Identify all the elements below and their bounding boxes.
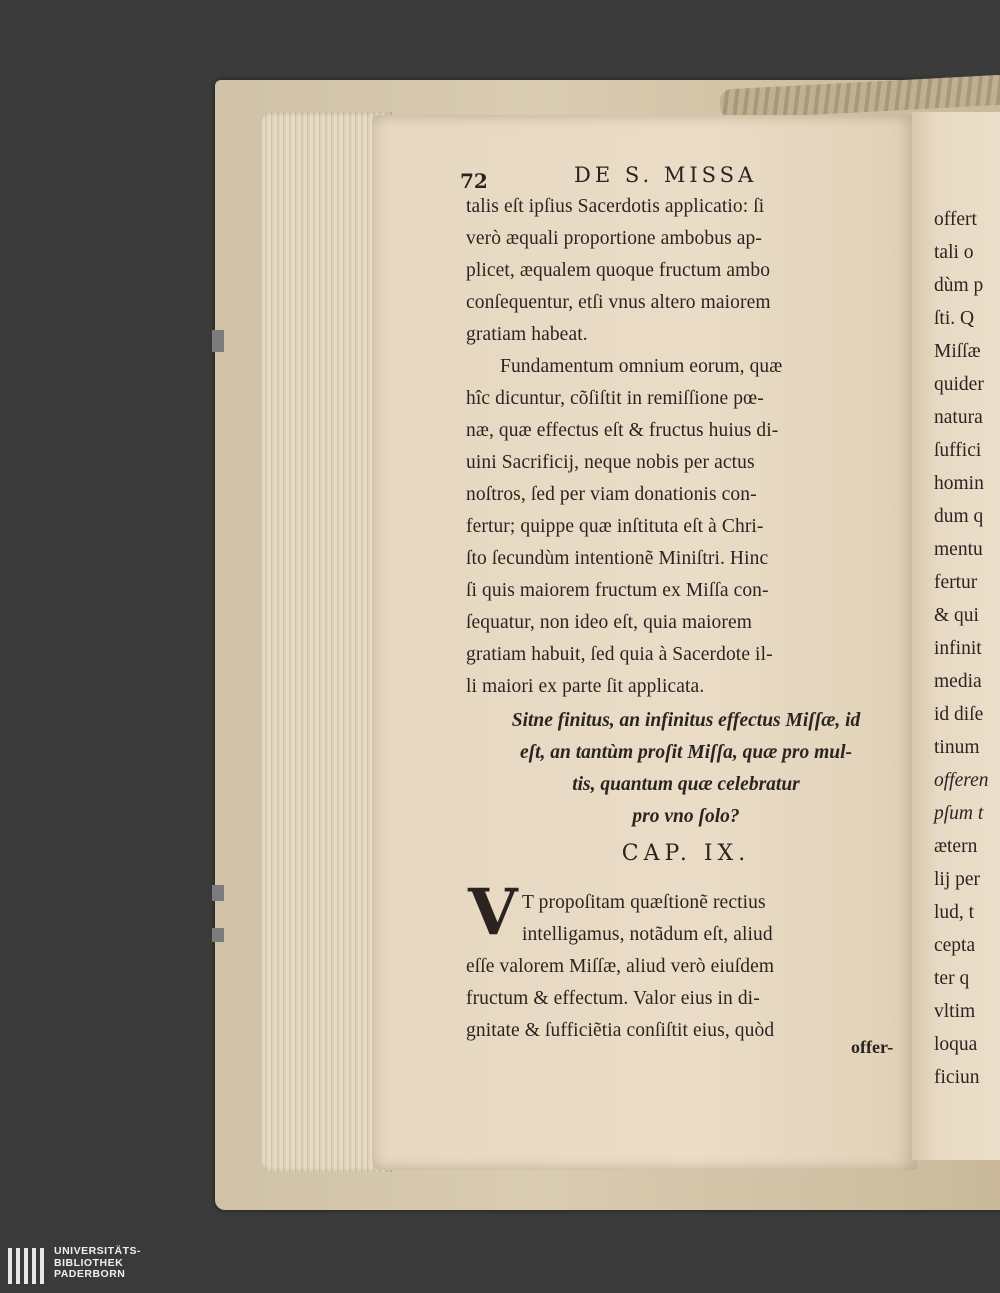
right-page-line: dùm p bbox=[934, 275, 984, 296]
right-page-line: tinum bbox=[934, 737, 980, 758]
section-heading: pro vno ſolo? bbox=[632, 806, 740, 827]
logo-line: UNIVERSITÄTS- bbox=[54, 1245, 142, 1257]
text-line: conſequentur, etſi vnus altero maiorem bbox=[466, 292, 771, 313]
section-heading: eſt, an tantùm proſit Miſſa, quæ pro mul- bbox=[519, 742, 853, 763]
library-logo-icon bbox=[8, 1248, 44, 1284]
text-line: talis eſt ipſius Sacerdotis applicatio: ſi bbox=[466, 196, 765, 217]
right-page-line: natura bbox=[934, 407, 983, 428]
text-line: li maiori ex parte ſit applicata. bbox=[466, 676, 705, 697]
right-page-line: pſum t bbox=[934, 803, 984, 824]
right-page-line: cepta bbox=[934, 935, 976, 956]
right-page-line: ætern bbox=[934, 836, 978, 857]
text-line: hîc dicuntur, cõſiſtit in remiſſione pœ- bbox=[466, 388, 764, 409]
clasp-icon bbox=[212, 885, 224, 901]
text-line: næ, quæ effectus eſt & fructus huius di- bbox=[466, 420, 779, 441]
library-logo-text bbox=[54, 1246, 141, 1281]
text-line: gnitate & ſufficiẽtia conſiſtit eius, quòd bbox=[466, 1020, 775, 1041]
right-page-line: ſti. Q bbox=[934, 308, 975, 329]
right-page-line: lij per bbox=[934, 869, 981, 890]
running-head-title: DE S. MISSA bbox=[574, 163, 758, 187]
text-line: T propoſitam quæſtionẽ rectius bbox=[522, 892, 766, 913]
right-page bbox=[912, 112, 1000, 1160]
right-page-line: homin bbox=[934, 473, 984, 494]
text-line: fertur; quippe quæ inſtituta eſt à Chri- bbox=[466, 516, 764, 537]
right-page-line: lud, t bbox=[934, 902, 975, 923]
running-head bbox=[460, 163, 906, 193]
drop-capital: V bbox=[468, 875, 518, 950]
logo-line: BIBLIOTHEK bbox=[54, 1256, 124, 1269]
text-line: uini Sacrificij, neque nobis per actus bbox=[466, 452, 755, 473]
right-page-line: mentu bbox=[934, 539, 983, 560]
section-heading: tis, quantum quæ celebratur bbox=[572, 774, 800, 795]
right-page-line: ficiun bbox=[934, 1067, 980, 1088]
right-page-line: ſuffici bbox=[934, 440, 982, 461]
clasp-icon bbox=[212, 330, 224, 352]
text-line: eſſe valorem Miſſæ, aliud verò eiuſdem bbox=[466, 956, 775, 977]
text-line: Fundamentum omnium eorum, quæ bbox=[500, 356, 783, 377]
right-page-line: fertur bbox=[934, 572, 978, 593]
text-line: gratiam habuit, ſed quia à Sacerdote il- bbox=[466, 644, 773, 665]
right-page-line: dum q bbox=[934, 506, 984, 527]
right-page-line: media bbox=[934, 671, 982, 692]
right-page-line: id diſe bbox=[934, 704, 984, 725]
text-line: intelligamus, notãdum eſt, aliud bbox=[522, 924, 773, 945]
footer-bar bbox=[0, 1240, 1000, 1293]
text-line: ſto ſecundùm intentionẽ Miniſtri. Hinc bbox=[466, 548, 769, 569]
text-line: gratiam habeat. bbox=[466, 324, 588, 345]
right-page-line: quider bbox=[934, 374, 984, 395]
right-page-line: & qui bbox=[934, 605, 979, 626]
text-line: noſtros, ſed per viam donationis con- bbox=[466, 484, 757, 505]
right-page-line: offert bbox=[934, 209, 977, 230]
text-line: verò æquali proportione ambobus ap- bbox=[466, 228, 762, 249]
page-number: 72 bbox=[460, 169, 488, 193]
right-page-line: infinit bbox=[934, 638, 982, 659]
text-line: ſi quis maiorem fructum ex Miſſa con- bbox=[466, 580, 769, 601]
section-heading: Sitne finitus, an infinitus effectus Miſſæ, id bbox=[511, 710, 861, 731]
right-page-line: loqua bbox=[934, 1034, 978, 1055]
logo-line: PADERBORN bbox=[54, 1268, 126, 1280]
text-line: fructum & effectum. Valor eius in di- bbox=[466, 988, 760, 1009]
right-page-line: Miſſæ bbox=[934, 341, 981, 362]
right-page-line: vltim bbox=[934, 1001, 976, 1022]
right-page-line: tali o bbox=[934, 242, 974, 263]
chapter-title: CAP. IX. bbox=[621, 841, 751, 866]
right-page-line: offeren bbox=[934, 770, 989, 791]
catchword: offer- bbox=[851, 1037, 894, 1057]
text-line: plicet, æqualem quoque fructum ambo bbox=[466, 260, 771, 281]
right-page-line: ter q bbox=[934, 968, 970, 989]
text-line: ſequatur, non ideo eſt, quia maiorem bbox=[466, 612, 753, 633]
clasp-icon bbox=[212, 928, 224, 942]
